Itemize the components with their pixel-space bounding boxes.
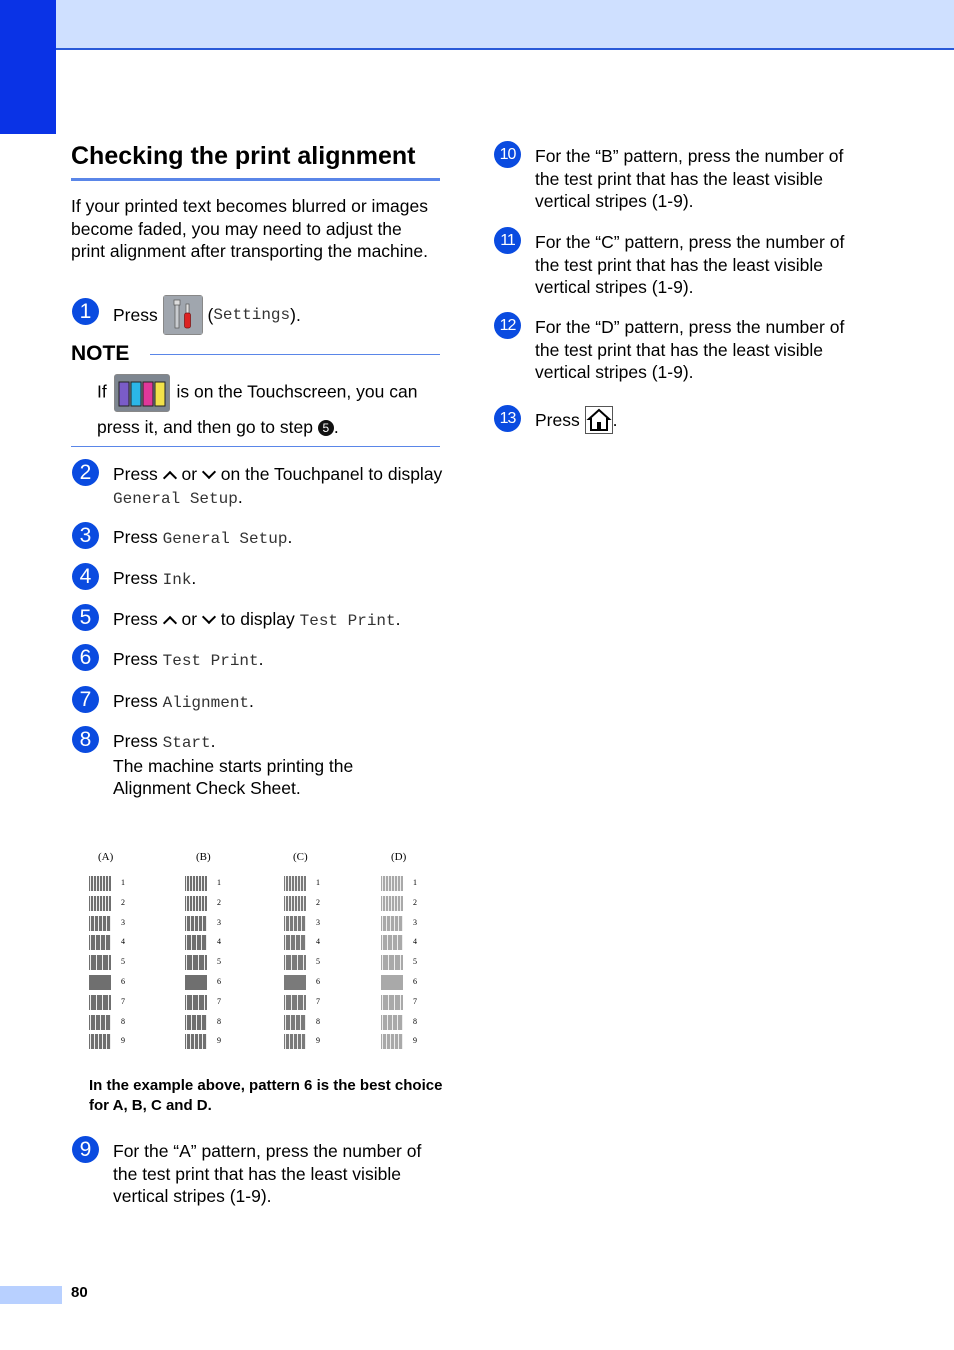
chapter-tab: [0, 0, 56, 134]
step-6-press: Press: [113, 649, 158, 669]
note-text-after: is on the Touchscreen, you can press it, and then go to step: [97, 381, 418, 437]
pattern-number: 9: [121, 1036, 125, 1046]
sheet-caption: In the example above, pattern 6 is the best choice for A, B, C and D.: [89, 1077, 443, 1114]
step-12: For the “D” pattern, press the number of the test print that has the least visible vertical stripes (1-9).: [535, 317, 845, 382]
test-pattern-block: [284, 1034, 306, 1049]
step-2-text: on the Touchpanel to display: [220, 464, 443, 484]
step-number-13: 13: [494, 405, 521, 432]
page-number: 80: [71, 1284, 88, 1301]
test-pattern-block: [284, 935, 306, 950]
test-pattern-block: [381, 876, 403, 891]
pattern-number: 1: [413, 878, 417, 887]
step-7-code: Alignment: [162, 694, 250, 712]
step-9: For the “A” pattern, press the number of the test print that has the least visible vertical stripes (1-9).: [113, 1141, 422, 1206]
pattern-number: 6: [121, 977, 125, 986]
pattern-label: (C): [293, 851, 308, 863]
step-8-press: Press: [113, 731, 158, 751]
pattern-number: 9: [217, 1036, 221, 1046]
step-number-4: 4: [72, 563, 99, 590]
test-pattern-block: [381, 896, 403, 911]
test-pattern-block: [89, 975, 111, 990]
pattern-number: 1: [316, 878, 320, 887]
ink-cartridges-icon[interactable]: [114, 374, 170, 412]
step-number-5: 5: [72, 604, 99, 631]
pattern-number: 5: [316, 957, 320, 967]
test-pattern-block: [185, 1034, 207, 1049]
pattern-number: 2: [316, 897, 320, 907]
test-pattern-block: [284, 1015, 306, 1030]
pattern-number: 6: [413, 977, 417, 986]
step-number-2: 2: [72, 459, 99, 486]
test-pattern-block: [185, 1015, 207, 1030]
test-pattern-block: [185, 955, 207, 970]
pattern-number: 4: [413, 937, 417, 947]
step-2-code: General Setup: [113, 489, 238, 508]
step-13-press: Press: [535, 409, 580, 430]
step-10: For the “B” pattern, press the number of the test print that has the least visible vertical stripes (1-9).: [535, 146, 844, 211]
step-3-press: Press: [113, 527, 158, 547]
pattern-number: 8: [413, 1016, 417, 1026]
pattern-number: 8: [316, 1016, 320, 1026]
pattern-number: 5: [413, 957, 417, 967]
pattern-number: 3: [217, 917, 221, 927]
test-pattern-block: [89, 916, 111, 931]
pattern-number: 6: [217, 977, 221, 986]
pattern-number: 9: [413, 1036, 417, 1046]
step-number-6: 6: [72, 644, 99, 671]
step-number-11: 11: [494, 227, 521, 254]
test-pattern-block: [185, 995, 207, 1010]
note-title: NOTE: [71, 342, 130, 365]
test-pattern-block: [381, 935, 403, 950]
test-pattern-block: [89, 1034, 111, 1049]
note-rule-bottom: [71, 446, 440, 447]
test-pattern-block: [284, 975, 306, 990]
pattern-number: 2: [413, 897, 417, 907]
step-number-8: 8: [72, 726, 99, 753]
pattern-number: 5: [217, 957, 221, 967]
pattern-number: 2: [217, 897, 221, 907]
pattern-number: 6: [316, 977, 320, 986]
step-5-press: Press: [113, 609, 158, 629]
step-7-press: Press: [113, 691, 158, 711]
pattern-number: 4: [121, 937, 125, 947]
step-5: Press or to display Test Print.: [113, 609, 401, 630]
test-pattern-block: [284, 896, 306, 911]
chevron-down-icon[interactable]: [202, 610, 216, 624]
step-3-code: General Setup: [162, 530, 288, 548]
home-icon[interactable]: [585, 406, 613, 434]
pattern-number: 7: [413, 996, 417, 1006]
step-1-text: Press: [113, 304, 158, 325]
test-pattern-block: [89, 1015, 111, 1030]
pattern-number: 7: [217, 996, 221, 1006]
step-13: Press .: [535, 406, 617, 434]
test-pattern-block: [185, 876, 207, 891]
settings-tools-icon[interactable]: [163, 295, 203, 335]
pattern-number: 1: [121, 878, 125, 887]
test-pattern-block: [89, 955, 111, 970]
step-number-7: 7: [72, 686, 99, 713]
note-text-before: If: [97, 381, 107, 402]
test-pattern-block: [284, 955, 306, 970]
pattern-number: 8: [217, 1016, 221, 1026]
chevron-down-icon[interactable]: [202, 465, 216, 479]
test-pattern-block: [89, 935, 111, 950]
step-11: For the “C” pattern, press the number of the test print that has the least visible vertical stripes (1-9).: [535, 232, 845, 297]
test-pattern-block: [185, 935, 207, 950]
step-3: Press General Setup.: [113, 527, 293, 548]
header-bar: [56, 0, 954, 50]
pattern-number: 4: [217, 937, 221, 947]
step-number-9: 9: [72, 1136, 99, 1163]
pattern-number: 3: [413, 917, 417, 927]
step-7: Press Alignment.: [113, 691, 254, 712]
step-8: Press Start. The machine starts printing the Alignment Check Sheet.: [113, 731, 354, 798]
step-6: Press Test Print.: [113, 649, 264, 670]
note-body: If is on the Touchscreen, you can press it, and then go to step 5 .: [97, 374, 442, 442]
test-pattern-block: [381, 975, 403, 990]
test-pattern-block: [89, 896, 111, 911]
test-pattern-block: [381, 995, 403, 1010]
step-number-12: 12: [494, 312, 521, 339]
step-5-code: Test Print: [299, 612, 396, 630]
pattern-number: 8: [121, 1016, 125, 1026]
step-2-press: Press: [113, 464, 158, 484]
test-pattern-block: [381, 955, 403, 970]
settings-code: Settings: [213, 305, 291, 324]
step-number-3: 3: [72, 522, 99, 549]
step-8-text: The machine starts printing the Alignment Check Sheet.: [113, 755, 354, 798]
step-number-10: 10: [494, 141, 521, 168]
note-rule-top: [150, 354, 440, 355]
test-pattern-block: [381, 1015, 403, 1030]
pattern-number: 7: [316, 996, 320, 1006]
step-number-1: 1: [72, 298, 99, 325]
step-reference-badge: 5: [318, 420, 334, 436]
page-title: Checking the print alignment: [71, 142, 416, 170]
pattern-number: 3: [121, 917, 125, 927]
pattern-number: 4: [316, 937, 320, 947]
step-2: Press or on the Touchpanel to display General Setup.: [113, 464, 443, 508]
pattern-number: 1: [217, 878, 221, 887]
test-pattern-block: [284, 995, 306, 1010]
pattern-label: (A): [98, 851, 114, 863]
pattern-number: 3: [316, 917, 320, 927]
pattern-label: (B): [196, 851, 211, 863]
test-pattern-block: [381, 916, 403, 931]
test-pattern-block: [284, 876, 306, 891]
step-5-text: to display: [220, 609, 295, 629]
test-pattern-block: [381, 1034, 403, 1049]
chevron-up-icon[interactable]: [163, 616, 177, 630]
test-pattern-block: [185, 916, 207, 931]
test-pattern-block: [185, 975, 207, 990]
step-1: Press ( Settings ).: [113, 295, 301, 335]
pattern-number: 9: [316, 1036, 320, 1046]
step-4-press: Press: [113, 568, 158, 588]
title-underline: [71, 178, 440, 181]
test-pattern-block: [89, 876, 111, 891]
intro-paragraph: If your printed text becomes blurred or images become faded, you may need to adjust the print alignment after transporting the machine.: [71, 196, 428, 261]
step-4-code: Ink: [162, 571, 192, 589]
pattern-number: 2: [121, 897, 125, 907]
pattern-number: 7: [121, 996, 125, 1006]
pattern-label: (D): [391, 851, 407, 863]
test-pattern-block: [89, 995, 111, 1010]
test-pattern-block: [284, 916, 306, 931]
step-8-code: Start: [162, 734, 211, 752]
step-4: Press Ink.: [113, 568, 197, 589]
step-2-or: or: [181, 464, 198, 484]
footer-bar: [0, 1286, 62, 1304]
test-pattern-block: [185, 896, 207, 911]
pattern-number: 5: [121, 957, 125, 967]
step-5-or: or: [181, 609, 198, 629]
step-6-code: Test Print: [162, 652, 259, 670]
chevron-up-icon[interactable]: [163, 471, 177, 485]
